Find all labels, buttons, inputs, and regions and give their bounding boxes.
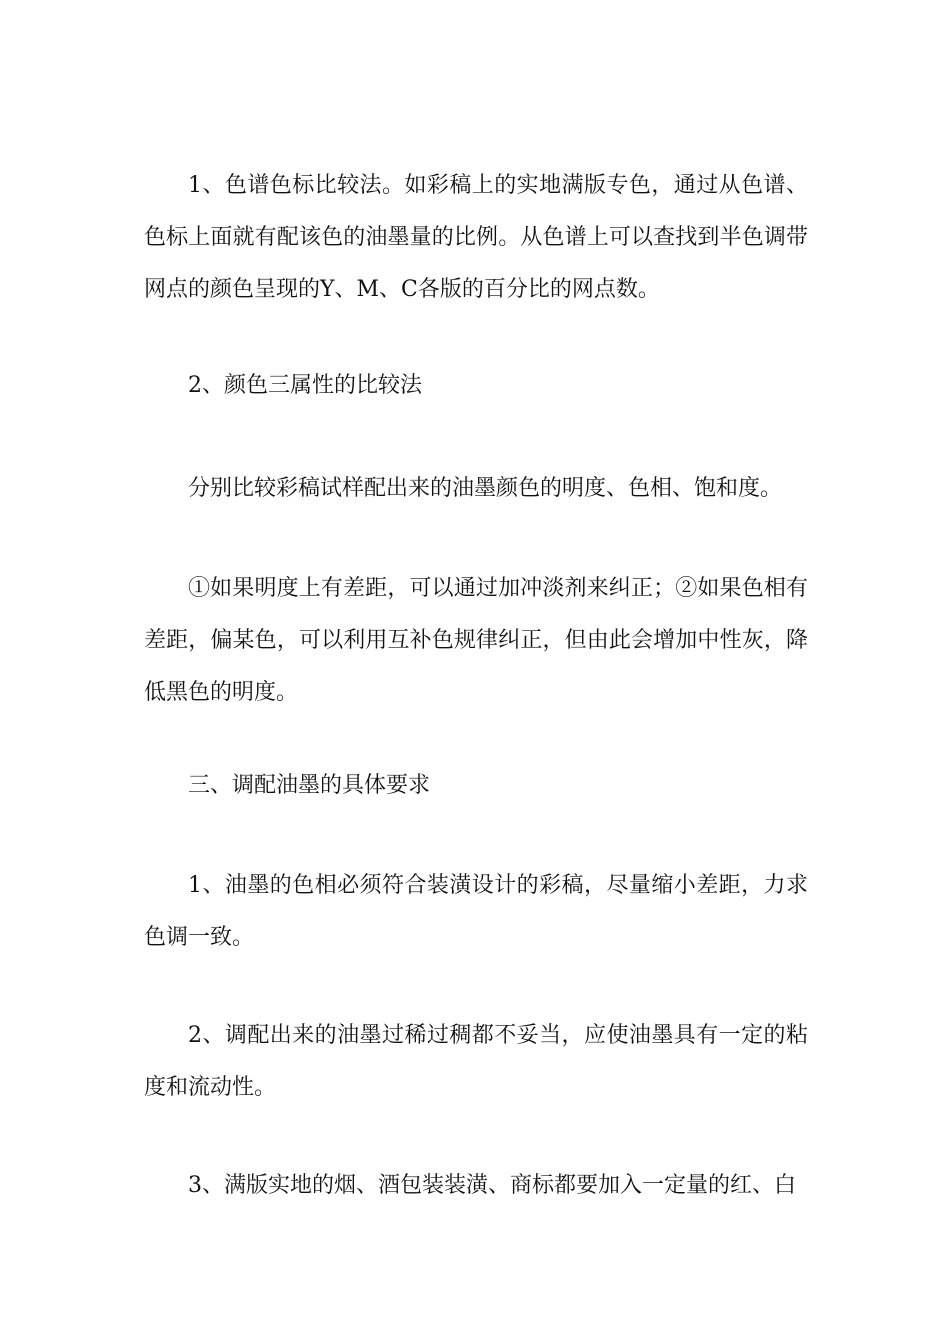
paragraph-requirement-1: 1、油墨的色相必须符合装潢设计的彩稿，尽量缩小差距，力求色调一致。 [144,873,808,950]
paragraph-requirement-2: 2、调配出来的油墨过稀过稠都不妥当，应使油墨具有一定的粘度和流动性。 [144,1023,808,1100]
paragraph-correction-methods: ①如果明度上有差距，可以通过加冲淡剂来纠正；②如果色相有差距，偏某色，可以利用互补色规律纠正，但由此会增加中性灰，降低黑色的明度。 [144,576,808,705]
section-heading-requirements: 三、调配油墨的具体要求 [188,773,431,798]
paragraph-color-chart-method: 1、色谱色标比较法。如彩稿上的实地满版专色，通过从色谱、色标上面就有配该色的油墨量的比例。从色谱上可以查找到半色调带网点的颜色呈现的Y、M、C各版的百分比的网点数。 [144,173,808,302]
paragraph-compare-attributes: 分别比较彩稿试样配出来的油墨颜色的明度、色相、饱和度。 [188,476,783,501]
paragraph-three-attributes-heading: 2、颜色三属性的比较法 [188,373,422,398]
paragraph-requirement-3: 3、满版实地的烟、酒包装装潢、商标都要加入一定量的红、白 [188,1173,796,1198]
